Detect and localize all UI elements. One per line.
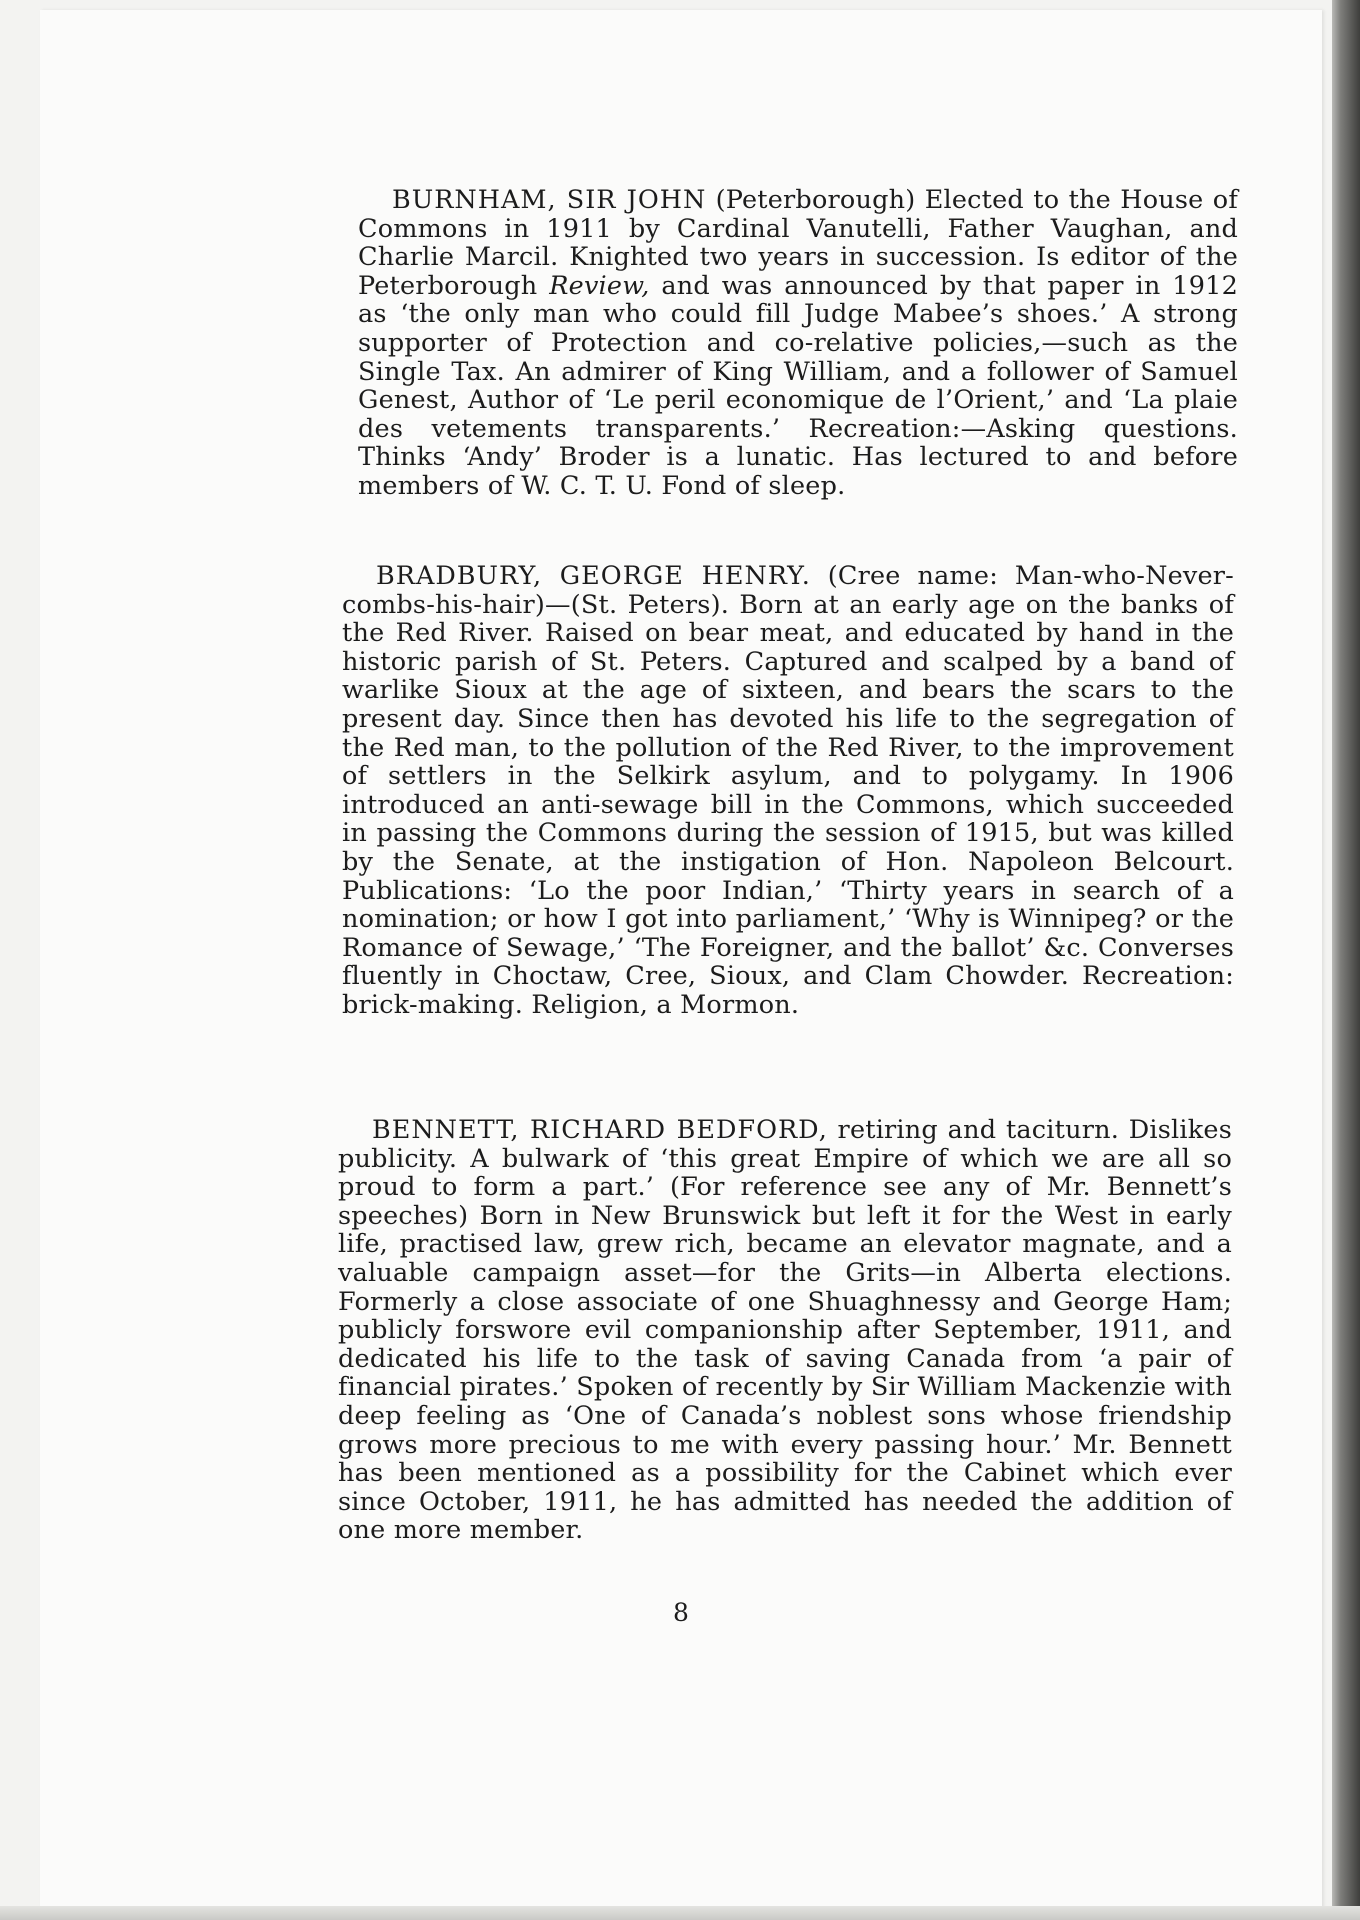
entry-name: BURNHAM, SIR JOHN [392, 185, 707, 215]
entry-italic-text: Review, [549, 270, 650, 301]
entry-paragraph [338, 1116, 1232, 1545]
page-bottom-edge [0, 1906, 1360, 1920]
entry-burnham [358, 186, 1238, 501]
entry-paragraph [358, 186, 1238, 501]
entry-bradbury [342, 562, 1234, 1020]
entry-name: BENNETT, RICHARD BEDFORD, [372, 1115, 828, 1145]
page-number: 8 [673, 1598, 689, 1627]
entry-name: BRADBURY, GEORGE HENRY. [376, 561, 811, 591]
page-edge-shadow [1332, 0, 1360, 1920]
entry-text-continued: and was announced by that paper in 1912 as ‘the only man who could fill Judge Mabee’s shoes.’ A strong supporter of Protection and co-relative policies,—such as the Single Tax. An admirer of King William, and a follower of Samuel Genest, Author of ‘Le peril economique de l’Orient,’ and ‘La plaie des vetements transparents.’ Recreation:—Asking questions. Thinks ‘Andy’ Broder is a lunatic. Has lectured to and before members of W. C. T. U. Fond of sleep. [358, 270, 1238, 501]
entry-paragraph [342, 562, 1234, 1020]
entry-text: retiring and taciturn. Dislikes publicity. A bulwark of ‘this great Empire of which we are all so proud to form a part.’ (For reference see any of Mr. Bennett’s speeches) Born in New Brunswick but left it for the West in early life, practised law, grew rich, became an elevator magnate, and a valuable campaign asset—for the Grits—in Alberta elections. Formerly a close associate of one Shuaghnessy and George Ham; publicly forswore evil companionship after September, 1911, and dedicated his life to the task of saving Canada from ‘a pair of financial pirates.’ Spoken of recently by Sir William Mackenzie with deep feeling as ‘One of Canada’s noblest sons whose friendship grows more precious to me with every passing hour.’ Mr. Bennett has been mentioned as a possibility for the Cabinet which ever since October, 1911, he has admitted has needed the addition of one more member. [338, 1115, 1232, 1546]
entry-text: (Peterborough) Elected to the House of Commons in 1911 by Cardinal Vanutelli, Father Vaughan, and Charlie Marcil. Knighted two years in succession. Is editor of the Peterborough [358, 185, 1238, 301]
book-page [40, 10, 1322, 1910]
entry-bennett [338, 1116, 1232, 1545]
entry-text: (Cree name: Man-who-Never-combs-his-hair)—(St. Peters). Born at an early age on the banks of the Red River. Raised on bear meat, and educated by hand in the historic parish of St. Peters. Captured and scalped by a band of warlike Sioux at the age of sixteen, and bears the scars to the present day. Since then has devoted his life to the segregation of the Red man, to the pollution of the Red River, to the improvement of settlers in the Selkirk asylum, and to polygamy. In 1906 introduced an anti-sewage bill in the Commons, which succeeded in passing the Commons during the session of 1915, but was killed by the Senate, at the instigation of Hon. Napoleon Belcourt. Publications: ‘Lo the poor Indian,’ ‘Thirty years in search of a nomination; or how I got into parliament,’ ‘Why is Winnipeg? or the Romance of Sewage,’ ‘The Foreigner, and the ballot’ &c. Converses fluently in Choctaw, Cree, Sioux, and Clam Chowder. Recreation: brick-making. Religion, a Mormon. [342, 561, 1234, 1020]
